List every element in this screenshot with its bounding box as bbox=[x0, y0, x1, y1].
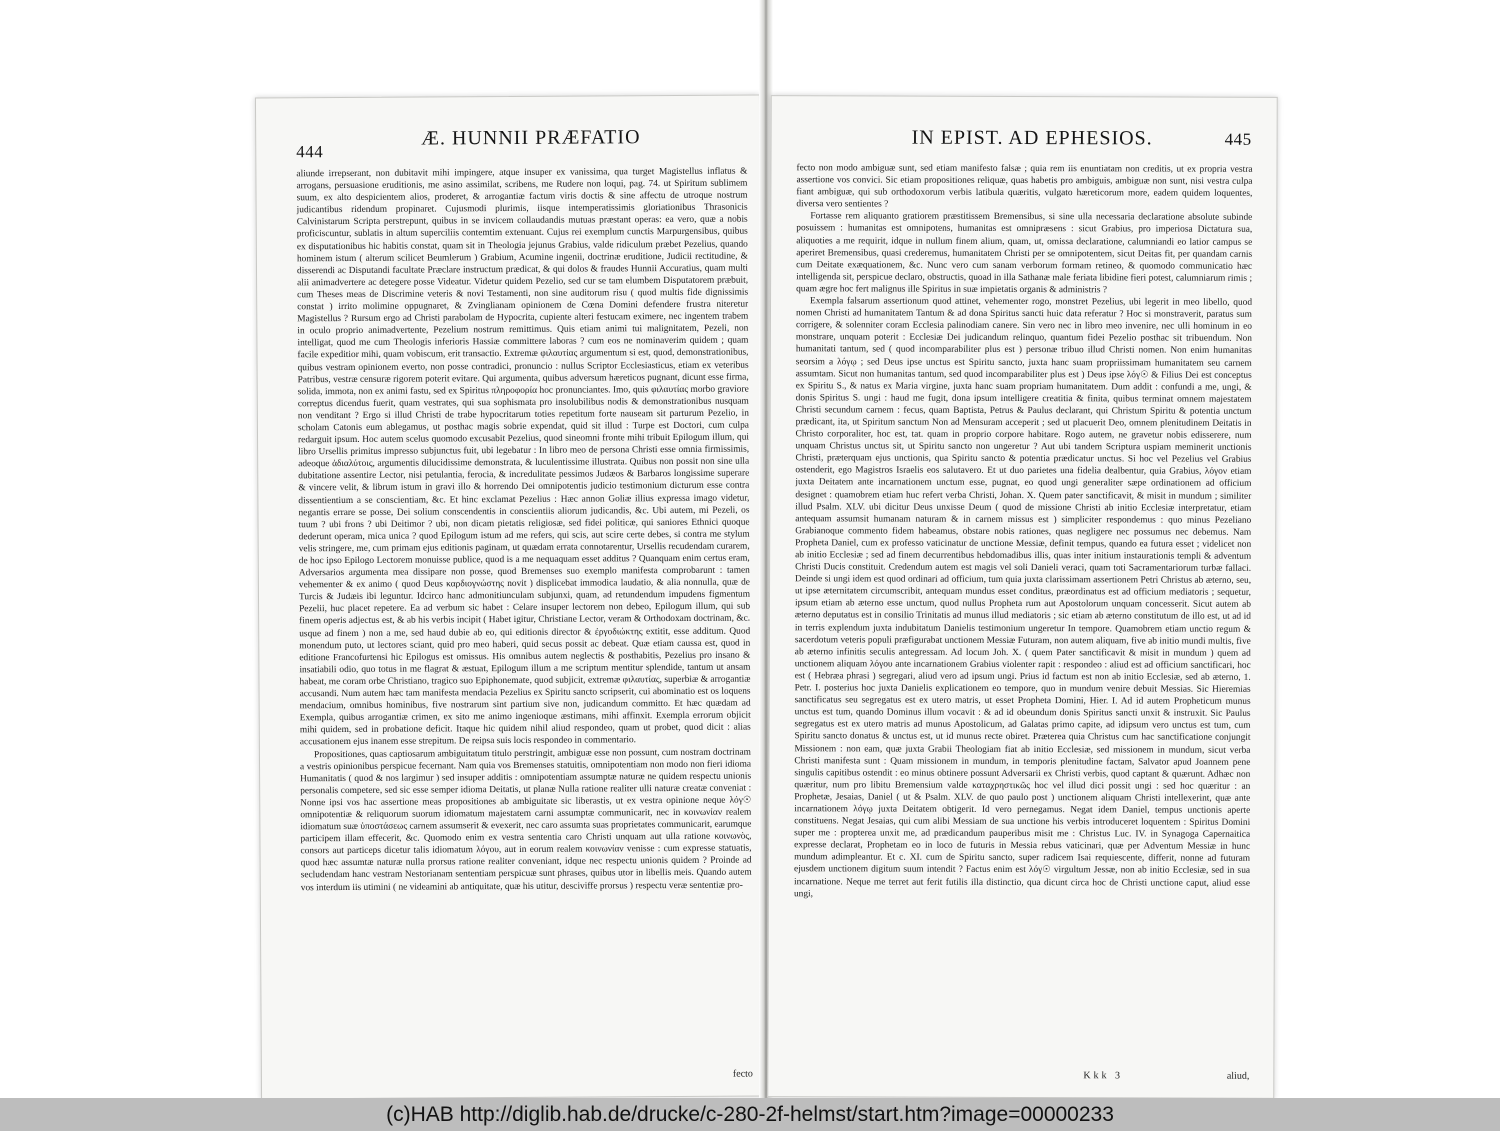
left-running-title: Æ. HUNNII PRÆFATIO bbox=[421, 126, 641, 150]
right-page-number: 445 bbox=[1224, 129, 1252, 149]
left-paragraph-2: Propositiones, quas captiosarum ambiguitatum titulo perstringit, ambiguæ esse non possunt, cum nostram doctrinam a vestris opinionibus perspicue fecernant. Nam quia vos Bremenses statuitis, omnipotentiam non modo non fieri idioma Humanitatis ( quod & nos largimur ) sed insuper additis : omnipotentiam assumptæ naturæ ne quidem respectu unionis personalis competere, sed sic esse semper idioma Deitatis, ut planæ Nulla ratione realiter ulli naturæ creatæ conveniat : Nonne ipsi vos hac assertione meas propositiones ab ambiguitate sic liberastis, ut ex vestra opinione neque λόγ☉ omnipotentiæ & reliquorum suorum idiomatum majestatem carni assumptæ communicarit, nec in κοινωνίαν realem idiomatum suæ ὑποστάσεως carnem assumserit & evexerit, nec caro assumta suas proprietates communicarit, earumque participem illam effecerit, &c. Quomodo enim ex vestra sententia caro Christi unquam aut ulla ratione κοινωνὸς, consors aut particeps dicetur talis idiomatum λόγου, aut in eorum realem κοινωνίαν venisse : cum expresse statuatis, quod hæc assumtæ naturæ nulla prorsus ratione realiter conveniant, idque nec respectu unionis quidem ? Proinde ad secludendam hanc vestram Nestorianam sententiam perspicuæ sunt phrases, quibus utor in libellis meis. Quando autem vos interdum iis utimini ( ne videamini ab antiquitate, quæ his utitur, desciviffe prorsus ) respectu veræ sententiæ pro- bbox=[300, 747, 752, 893]
left-paragraph-1: aliunde irrepserant, non dubitavit mihi impingere, atque insuper ex vanissima, qua turget Magistellus inflatus & arrogans, persuasione eruditionis, me asino assimilat, scribens, me Rudere non loqui, pag. 74. ut Spiritum sublimem suum, ex alto despicientem alios, proderet, & arrogantiæ factum viris doctis & sine affectu de utroque nostrum judicantibus ridendum propinaret. Cujusmodi plurimis, iisque intemperatissimis gloriationibus Thrasonicis Calvinistarum Scripta perstrepunt, quibus in se invicem collaudandis mutuas præstant operas: ea vero, quæ a nobis proficiscuntur, sublatis in altum superciliis contemtim extenuant. Cujus rei exemplum cunctis Marpurgensibus, quibus ex disputationibus hic habitis constat, quam sit in Theologia jejunus Grabius, valde ridiculum præbet Pezelius, quando hominem istum ( alterum scilicet Beumlerum ) Grabium, Acumine ingenii, doctrinæ eruditione, Judicii rectitudine, & disserendi ac Disputandi facultate Præclare instructum prædicat, & qui dolos & fraudes Hunnii Accuratius, quam multi alii animadvertere ac detegere posse Videatur. Videtur quidem Pezelio, sed cur se tam elumbem Disputatorem præbuit, cum Theses meas de Discrimine veteris & novi Testamenti, non sine auditorum risu ( quod multis fide dignissimis constat ) irrito molimine oppugnaret, & Zvinglianam opinionem de Cœna Domini defendere frustra niteretur Magistellus ? Rursum ergo ad Christi parabolam de Hypocrita, cupiente alteri festucam eximere, nec ingentem trabem in oculo proprio animadvertente, Pezelium nostrum remittimus. Quis etiam animi tui malignitatem, Pezeli, non intelligat, quod me cum Theologis inferioris Hassiæ committere laboras ? cum eos ne nominaverim quidem ; quam facile expeditior mihi, quam vobiscum, erit transactio. Extremæ φιλαυτίας argumentum si est, quod, demonstrationibus, quibus vestram opinionem everto, non posse contradici, pronuncio : nullus Scriptor Ecclesiasticus, etiam ex veteribus Patribus, vestræ censuræ rigorem poterit evitare. Qui argumenta, quibus adversum hæreticos pugnant, dicunt esse firma, solida, immota, non ex animi fastu, sed ex Spiritus πληροφορία hoc pronunciantes. Imo, quis φιλαυτίας morbo graviore correptus dicendus fuerit, quam vestrates, qui sua sophismata pro insolubilibus nodis & demonstrationibus nusquam non venditant ? Ergo si illud Christi de trabe hypocritarum toties repetitum forte nauseam sit parturum Pezelio, in scholam Catonis eum ablegamus, ut posthac magis sobrie expendat, quid sit illud : Turpe est Doctori, cum culpa redarguit ipsum. Hoc autem scelus quomodo excusabit Pezelius, quod sineomni fronte mihi tribuit Epilogum illum, qui libro Ursellis primitus impresso subjunctus fuit, ubi legebatur : In libro meo de persona Christi esse omnia firmissimis, adeoque ἀδιαλύτοις, argumentis dilucidissime demonstrata, & luculentissime illustrata. Quibus non possit non sine ulla dubitatione assentire Lector, nisi petulantia, ferocia, & incredulitate pessimos Judæos & Barbaros longissime superare & vincere velit, & librum istum in gravi illo & horrendo Dei omnipotentis judicio testimonium dicturum esse contra dissentientium a se conscientiam, &c. Et hinc exclamat Pezelius : Hæc annon Goliæ illius expressa imago videtur, negantis errare se posse, Dei solium conscendentis in conscientiis aliorum judicandis, &c. Ubi autem, mi Pezeli, os tuum ? ubi frons ? ubi Deitimor ? ubi, non dicam pietatis religiosæ, sed fidei politicæ, qui saniores Ethnici quoque dederunt operam, mica unica ? quod Epilogum istum ad me refers, qui scis, aut scire certe debes, si contra me stylum velis stringere, me, cum primam ejus editionis paginam, ut quædam errata connotarentur, Ursellis recudendam curarem, de hoc ipso Epilogo Lectorem monuisse publice, quod is a me nequaquam esset additus ? Quanquam enim certus eram, Adversarios argumenta mea dissipare non posse, quod Bremenses suo exemplo manifesta comprobarunt : tamen vehementer & ex animo ( quod Deus καρδιογνώστης novit ) displicebat immodica laudatio, & alia nonnulla, quæ de Turcis & Judæis ibi leguntur. Idcirco hanc admonitiunculam subjunxi, quam, ad retundendum impudens figmentum Pezelii, huc placet repetere. Ea ad verbum sic habet : Celare insuper lectorem non debeo, Epilogum illum, qui sub finem operis adjectus est, & ab his verbis incipit ( Habet igitur, Christiane Lector, veram & Orthodoxam doctrinam, &c. usque ad finem ) non a me, sed haud dubie ab eo, qui editionis director & ἐργοδιώκτης extitit, esse additum. Quod monendum puto, ut lectores sciant, quid pro meo haberi, quid secus possit ac debeat. Quæ etiam caussa est, quod in editione Francofurtensi hic Epilogus est omissus. His omnibus autem neglectis & posthabitis, Pezelius pro insano & insatiabili odio, quo totus in me flagrat & æstuat, Epilogum illum a me scriptum mentitur splendide, tantum ut ansam habeat, me coram orbe Christiano, tragico suo Epiphonemate, quod subjicit, extremæ φιλαυτίας, superbiæ & arrogantiæ accusandi. Num autem hæc tam manifesta mendacia Pezelius ex Spiritu sancto scripserit, cui abominatio est os loquens mendacium, omnibus hominibus, five nostrarum sint partium sive non, judicandum committo. Et hæc quædam ad Exempla, quibus arrogantiæ crimen, ex sito me animo ingenioque æstimans, mihi affinxit. Exempla errorum objicit mihi quidem, sed in probatione deficit. Itaque hic quidem nihil aliud respondeo, quam ut probet, quod dicit : alias accusationem ejus inanem esse strepitum. De reipsa suis locis respondeo in commentario. bbox=[296, 166, 751, 748]
right-paragraph-3: Exempla falsarum assertionum quod attinet, vehementer rogo, monstret Pezelius, ubi legerit in meo libello, quod nomen Christi ad humanitatem Tantum & ad dona Spiritus sancti huic data referatur ? Hoc si monstraverit, paratus sum corrigere, & solenniter coram Ecclesia palinodiam canere. Sin vero nec in libro meo invenire, nec ulli hominum in eo monstrare, unquam poterit : Ecclesiæ Dei judicandum relinquo, quantum fidei Pezelio posthac sit tribuendum. Non humanitati tantum, sed ( quod incomparabiliter plus est ) personæ tribuo illud Christi nomen. Non enim humanitas seorsim a λόγῳ ; sed Deus ipse unctus est Spiritu sancto, juxta hanc suam propriissimam humanitatem seu carnem assumtam. Sicut non humanitas tantum, sed quod incomparabiliter plus est ) Deus ipse λόγ☉ & Filius Dei est conceptus ex Spiritu S., & natus ex Maria virgine, juxta hanc suam propriam humanitatem. Dum addit : confundi a me, ungi, & donis Spiritus S. ungi : haud me fugit, dona ipsum intelligere creatitia & finita, quibus terminat omnem majestatem Christi secundum carnem : fecus, quam Baptista, Petrus & Paulus declarant, qui Christum Spiritu & potentia unctum prædicant, ita, ut Spiritum sanctum Non ad Mensuram acceperit ; sed ut placuerit Deo, omnem plenitudinem Deitatis in Christo corporaliter, hoc est, tat. quam in proprio corpore habitare. Rogo autem, ne gravetur nobis edisserere, num unquam Christus unctus sit, ut Spiritu sancto non ungeretur ? Aut ubi tandem Scriptura uspiam meminerit unctionis Christi, præterquam ejus unctionis, qua Spiritu sancto & potentia prædicatur unctus. Si hoc vel Pezelius vel Grabius ostenderit, ego Magistros Israelis eos salutavero. Et ut duo parietes una fidelia dealbentur, quia Grabius, λόγον etiam juxta Deitatem ante incarnationem unctum esse, pugnat, eo quod ungi generaliter sæpe ordinationem ad officium designet : quamobrem etiam huc refert verba Christi, Johan. X. Quem pater sanctificavit, & misit in mundum ; similiter illud Psalm. XLV. ubi dicitur Deus unxisse Deum ( quod de missione Christi ab initio Ecclesiæ interpretatur, etiam antequam assumsit humanam naturam & in carnem missus est ) simpliciter respondemus : quo minus Pezeliano Grabianoque commento fidem habeamus, obstare nobis rationes, quas negligere nec possumus nec debemus. Nam Propheta Daniel, cum ex professo vaticinatur de unctione Messiæ, definit tempus, quando ea futura esset ; videlicet non ab initio Ecclesiæ ; sed ad finem decurrentibus hebdomadibus illis, quas inter initium instaurationis templi & adventum Christi Ducis constituit. Credendum autem est magis vel soli Danieli veraci, quam toti Sacramentariorum turbæ fallaci. Deinde si ungi idem est quod ordinari ad officium, tum quia juxta clarissimam assertionem Petri Christus ab æterno, seu, ut ipse æternitatem circumscribit, antequam mundus esset conditus, præordinatus est ad officium mediatoris ; sequetur, ipsum etiam ab æterno esse unctum, quod nullus Propheta rum aut Apostolorum unquam concesserit. Sicut autem ab æterno deputatus est in consilio Trinitatis ad munus illud mediatoris ; sic etiam ab æterno constitutum de illo est, ut ad id in terris explendum juxta indubitatum Danielis testimonium ungeretur In tempore. Quamobrem etiam unctio regum & sacerdotum veteris populi præfigurabat unctionem Messiæ Futuram, non autem aliquam, five ab initio mundi multis, five ab æterno infinitis seculis antegressam. Ad locum Joh. X. ( quem Pater sanctificavit & misit in mundum ) quem ad unctionem aliquam λόγου ante incarnationem Grabius violenter rapit : respondeo : aliud est ad officium sanctificari, hoc est ( Hebræa phrasi ) segregari, aliud vero ad ipsum ungi. Prius id factum est non ab initio Ecclesiæ, sed ab æterno, 1. Petr. I. posterius hoc juxta Danielis explicationem eo tempore, quo in mundum venire debuit Messias. Sic Hieremias sanctificatus seu segregatus est ex utero matris, ut esset Propheta Domini, Hier. I. Ad id autem Propheticum munus unctus est tum, quando Dominus illum vocavit : & ad id obeundum donis Spiritus sancti unxit & instruxit. Sic Paulus segregatus est ex utero matris ad munus Apostolicum, ad Galatas primo capite, ad idipsum vero unctus est tum, cum Spiritu sancto donatus & unctus est, ut id munus recte obiret. Præterea quia Christus cum hac sanctificatione conjungit Missionem : non eam, quæ juxta Grabii Theologiam fiat ab initio Ecclesiæ, sed missionem in mundum, sicut verba Christi manifesta sunt : Quam missionem in mundum, in temporis plenitudine factam, Salvator apud Joannem pene singulis capitibus ostendit : eo minus obtinere possunt Adversarii ex Christi verbis, quod captant & quærunt. Adhæc non quæritur, num pro libitu Bremensium valde καταχρηστικῶς hoc vel illud dici possit ungi : sed hoc quæritur : an Prophetæ, Jesaias, Daniel ( ut & Psalm. XLV. de quo paulo post ) unctionem aliquam Christi intellexerint, quæ ante incarnationem λόγῳ juxta Deitatem obtigerit. Id vero pernegamus. Negat idem Daniel, tempus unctionis aperte constituens. Negat Jesaias, qui cum alibi Messiam de sua unctione his verbis introduceret loquentem : Spiritus Domini super me : propterea unxit me, ad prædicandum pauperibus misit me : Christus Luc. IV. in Synagoga Capernaitica expresse declarat, Prophetam eo in loco de futuris in Messia rebus vaticinari, quæ per Adventum Messiæ in hunc mundum adimpleantur. Et c. XI. cum de Spiritu sancto, super radicem Isai requiescente, differit, nonne ad futuram ejusdem unctionem digitum suum intendit ? Factus enim est λόγ☉ virgultum Jessæ, non ab initio Ecclesiæ, sed in sua incarnatione. Neque me terret aut ferit futilis illa distinctio, qua dicunt circa hoc de Christi unctione caput, aliud esse ungi, bbox=[793, 296, 1253, 899]
left-page-number: 444 bbox=[296, 142, 324, 162]
right-page-header bbox=[772, 126, 1277, 162]
right-catchword: aliud, bbox=[1226, 1070, 1250, 1082]
left-page bbox=[255, 94, 766, 1098]
copyright-credit-bar: (c)HAB http://diglib.hab.de/drucke/c-280-2f-helmst/start.htm?image=00000233 bbox=[0, 1098, 1500, 1131]
right-page bbox=[767, 95, 1277, 1098]
right-paragraph-2: Fortasse rem aliquanto gratiorem præstitissem Bremensibus, si sine ulla necessaria declaratione absolute subinde posuissem : humanitas est omnipotens, humanitas est omnipræsens : sicut Grabius, pro imperiosa Dictatura sua, aliquoties a me requirit, idque in nullum finem alium, quam, ut, omissa declaratione, calumniandi eo latior campus se aperiret Bremensibus, quasi crederemus, humanitatem Christi per se omnipotentem, sicut Deitas fit, per quandam carnis cum Deitate exæquationem, &c. Nunc vero cum sanam verborum formam retineo, & quomodo communicatio hæc intelligenda sit, perspicue declaro, obstructis, quoad in illa Sathanæ male feriata libidine fieri potest, calumniarum rimis ; quam ægre hoc fert malignus ille Spiritus in suæ impietatis organis & administris ? bbox=[796, 211, 1253, 296]
left-page-header bbox=[256, 125, 759, 162]
left-page-text bbox=[296, 166, 752, 1055]
right-paragraph-1: fecto non modo ambiguæ sunt, sed etiam manifesto falsæ ; quia rem iis enuntiatam non creditis, ut ex propria vestra assertione vos convici. Sic etiam propositiones reliquæ, quas habetis pro ambiguis, ambiguæ non sunt, nisi vestra culpa fiant ambiguæ, qui sub orthodoxorum verbis latibula quæritis, vulgato hæreticorum more, eadem quidem loquentes, diversa vero sentientes ? bbox=[796, 163, 1253, 210]
left-catchword: fecto bbox=[732, 1068, 753, 1080]
right-page-text bbox=[793, 162, 1252, 1054]
right-running-title: IN EPIST. AD EPHESIOS. bbox=[911, 126, 1153, 150]
signature-mark: Kkk 3 bbox=[1083, 1070, 1124, 1082]
